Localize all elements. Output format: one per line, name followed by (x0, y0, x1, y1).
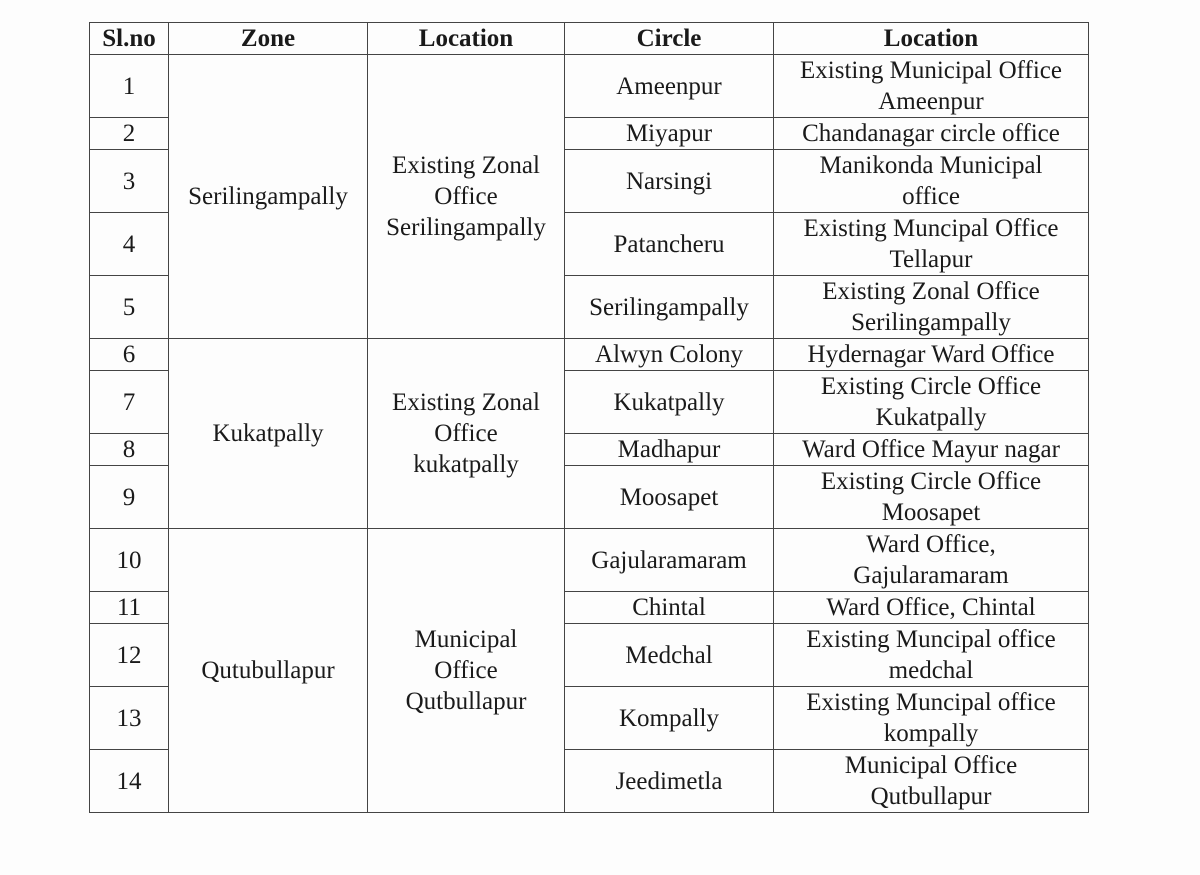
header-circle-location: Location (774, 23, 1089, 55)
sl-cell: 14 (90, 750, 169, 813)
zone-cell: Qutubullapur (169, 529, 368, 813)
sl-cell: 9 (90, 466, 169, 529)
table-row (90, 529, 1089, 592)
sl-cell: 12 (90, 624, 169, 687)
circle-location-cell: Ward Office, Chintal (774, 592, 1089, 624)
circle-location-cell: Existing Muncipal Office Tellapur (774, 213, 1089, 276)
sl-cell: 13 (90, 687, 169, 750)
circle-location-cell: Ward Office, Gajularamaram (774, 529, 1089, 592)
circle-location-cell: Municipal Office Qutbullapur (774, 750, 1089, 813)
circle-location-cell: Existing Muncipal office medchal (774, 624, 1089, 687)
zone-location-cell: Existing Zonal Office kukatpally (368, 339, 565, 529)
table-row (90, 55, 1089, 118)
circle-location-cell: Existing Municipal Office Ameenpur (774, 55, 1089, 118)
circle-location-cell: Chandanagar circle office (774, 118, 1089, 150)
circle-cell: Medchal (565, 624, 774, 687)
circle-cell: Serilingampally (565, 276, 774, 339)
zone-cell: Kukatpally (169, 339, 368, 529)
circle-cell: Miyapur (565, 118, 774, 150)
sl-cell: 5 (90, 276, 169, 339)
circle-location-cell: Existing Zonal Office Serilingampally (774, 276, 1089, 339)
sl-cell: 3 (90, 150, 169, 213)
circle-cell: Kukatpally (565, 371, 774, 434)
zone-location-cell: Municipal Office Qutbullapur (368, 529, 565, 813)
circle-location-cell: Manikonda Municipal office (774, 150, 1089, 213)
sl-cell: 1 (90, 55, 169, 118)
sl-cell: 10 (90, 529, 169, 592)
circle-cell: Narsingi (565, 150, 774, 213)
circle-location-cell: Existing Circle Office Kukatpally (774, 371, 1089, 434)
circle-cell: Moosapet (565, 466, 774, 529)
zone-cell: Serilingampally (169, 55, 368, 339)
zone-location-cell: Existing Zonal Office Serilingampally (368, 55, 565, 339)
table-row (90, 339, 1089, 371)
sl-cell: 11 (90, 592, 169, 624)
circle-cell: Chintal (565, 592, 774, 624)
circle-location-cell: Hydernagar Ward Office (774, 339, 1089, 371)
circle-location-cell: Existing Muncipal office kompally (774, 687, 1089, 750)
circle-cell: Patancheru (565, 213, 774, 276)
header-zone: Zone (169, 23, 368, 55)
sl-cell: 7 (90, 371, 169, 434)
sl-cell: 2 (90, 118, 169, 150)
header-slno: Sl.no (90, 23, 169, 55)
circle-location-cell: Ward Office Mayur nagar (774, 434, 1089, 466)
zones-circles-table (89, 22, 1089, 813)
circle-cell: Madhapur (565, 434, 774, 466)
header-row (90, 23, 1089, 55)
circle-cell: Ameenpur (565, 55, 774, 118)
circle-cell: Jeedimetla (565, 750, 774, 813)
sl-cell: 8 (90, 434, 169, 466)
sl-cell: 6 (90, 339, 169, 371)
sl-cell: 4 (90, 213, 169, 276)
header-zone-location: Location (368, 23, 565, 55)
circle-cell: Gajularamaram (565, 529, 774, 592)
circle-location-cell: Existing Circle Office Moosapet (774, 466, 1089, 529)
circle-cell: Kompally (565, 687, 774, 750)
header-circle: Circle (565, 23, 774, 55)
circle-cell: Alwyn Colony (565, 339, 774, 371)
